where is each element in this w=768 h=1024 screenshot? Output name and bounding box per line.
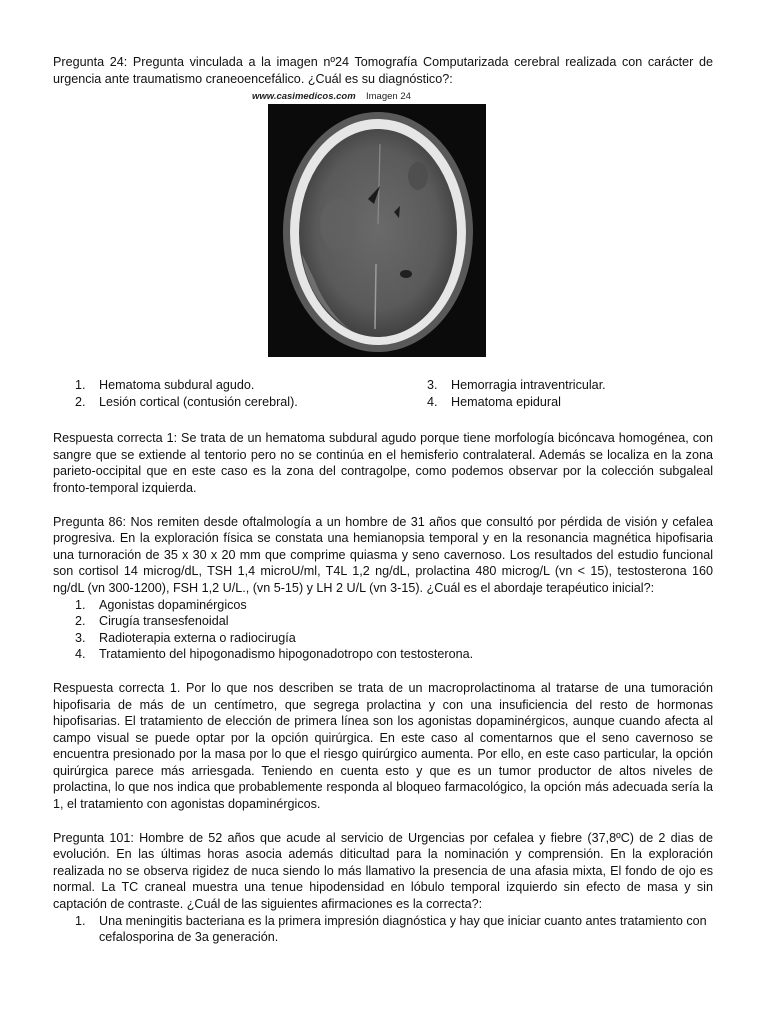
question-24-answer: Respuesta correcta 1: Se trata de un hematoma subdural agudo porque tiene morfología bicóncava homogénea, con sangre que se extiende al tentorio pero no se continúa en el hemisferio contralateral. Además se localiza en la zona parieto-occipital que en este caso es la zona del contragolpe, como podemos observar por la colección subgaleal fronto-temporal izquierda. [53, 431, 713, 495]
spacer [53, 497, 713, 514]
option-text: Una meningitis bacteriana es la primera impresión diagnóstica y hay que iniciar cuanto antes tratamiento con cefalosporina de 3a generación. [99, 913, 707, 945]
ct-scan-graphic [268, 104, 486, 357]
spacer [53, 663, 713, 680]
option-number: 2. [75, 614, 86, 629]
question-24-options [53, 377, 713, 413]
ct-scan-image [268, 104, 486, 357]
option-text: Cirugía transesfenoidal [99, 614, 229, 629]
q86-option-1[interactable] [53, 597, 713, 614]
spacer [53, 813, 713, 830]
option-number: 4. [427, 395, 438, 410]
q86-option-3[interactable] [53, 630, 713, 647]
q86-option-2[interactable] [53, 613, 713, 630]
question-86-options [53, 597, 713, 663]
option-text: Radioterapia externa o radiocirugía [99, 630, 296, 645]
option-number: 3. [75, 630, 86, 645]
spacer [53, 413, 713, 430]
q24-option-1[interactable] [53, 377, 383, 394]
ct-figure [252, 89, 486, 361]
q86-option-4[interactable] [53, 646, 713, 663]
option-text: Agonistas dopaminérgicos [99, 597, 247, 612]
figure-caption [252, 89, 486, 103]
q24-option-3[interactable] [405, 377, 705, 394]
question-86-prompt: Pregunta 86: Nos remiten desde oftalmología a un hombre de 31 años que consultó por pérdida de visión y cefalea progresiva. En la exploración física se constata una hemianopsia temporal y en la resonancia magnética hipofisaria una turnoración de 35 x 30 x 20 mm que comprime quiasma y seno cavernoso. Los resultados del estudio funcional son cortisol 14 microg/dL, TSH 1,4 microU/ml, T4L 1,2 ng/dL, prolactina 480 microg/L (vn < 15), testosterona 160 ng/dL (vn 300-1200), FSH 1,2 U/L., (vn 5-15) y LH 2 U/L (vn 3-15). ¿Cuál es el abordaje terapéutico inicial?: [53, 514, 713, 595]
q101-option-1[interactable] [53, 913, 713, 946]
option-number: 4. [75, 647, 86, 662]
option-text: Lesión cortical (contusión cerebral). [99, 395, 298, 410]
question-101-prompt: Pregunta 101: Hombre de 52 años que acude al servicio de Urgencias por cefalea y fiebre (37,8ºC) de 2 dias de evolución. En las últimas horas asocia además diticultad para la nominación y comprensión. En la exploración realizada no se observa rigidez de nuca siendo lo más llamativo la presencia de una afasia mixta, El fondo de ojo es normal. La TC craneal muestra una tenue hipodensidad en lóbulo temporal izquierdo sin efecto de masa y sin captación de contraste. ¿Cuál de las siguientes afirmaciones es la correcta?: [53, 830, 713, 912]
option-text: Tratamiento del hipogonadismo hipogonadotropo con testosterona. [99, 647, 474, 662]
question-101-options [53, 913, 713, 946]
option-text: Hematoma epidural [451, 395, 561, 410]
option-number: 2. [75, 395, 86, 410]
document-page [53, 54, 713, 946]
option-number: 1. [75, 597, 86, 612]
option-text: Hemorragia intraventricular. [451, 378, 606, 393]
q24-option-2[interactable] [53, 394, 383, 411]
question-24-prompt: Pregunta 24: Pregunta vinculada a la imagen nº24 Tomografía Computarizada cerebral realizada con carácter de urgencia ante traumatismo craneoencefálico. ¿Cuál es su diagnóstico?: [53, 55, 713, 86]
q24-option-4[interactable] [405, 394, 705, 411]
question-86-answer: Respuesta correcta 1. Por lo que nos describen se trata de un macroprolactinoma al tratarse de una tumoración hipofisaria de más de un centímetro, que segrega prolactina y con una insuficiencia del resto de hormonas hipofisarias. El tratamiento de elección de primera línea son los agonistas dopaminérgicos, aunque cuando afecta al campo visual se puede optar por la opción quirúrgica. En este caso al comentarnos que el seno cavernoso se encuentra presionado por la masa por lo que el riesgo quirúrgico aumenta. Por ello, en este caso particular, la opción quirúrgica parece más arriesgada. Teniendo en cuenta esto y que es un tumor productor de altos niveles de prolactina, lo que nos indica que probablemente responda al bloqueo farmacológico, la opción más adecuada sería la 1, el tratamiento con agonistas dopaminérgicos. [53, 680, 713, 812]
figure-label: Imagen 24 [366, 91, 411, 103]
figure-source-url: www.casimedicos.com [252, 91, 356, 103]
option-number: 1. [75, 378, 86, 393]
option-number: 1. [75, 913, 86, 928]
option-text: Hematoma subdural agudo. [99, 378, 255, 393]
option-number: 3. [427, 378, 438, 393]
